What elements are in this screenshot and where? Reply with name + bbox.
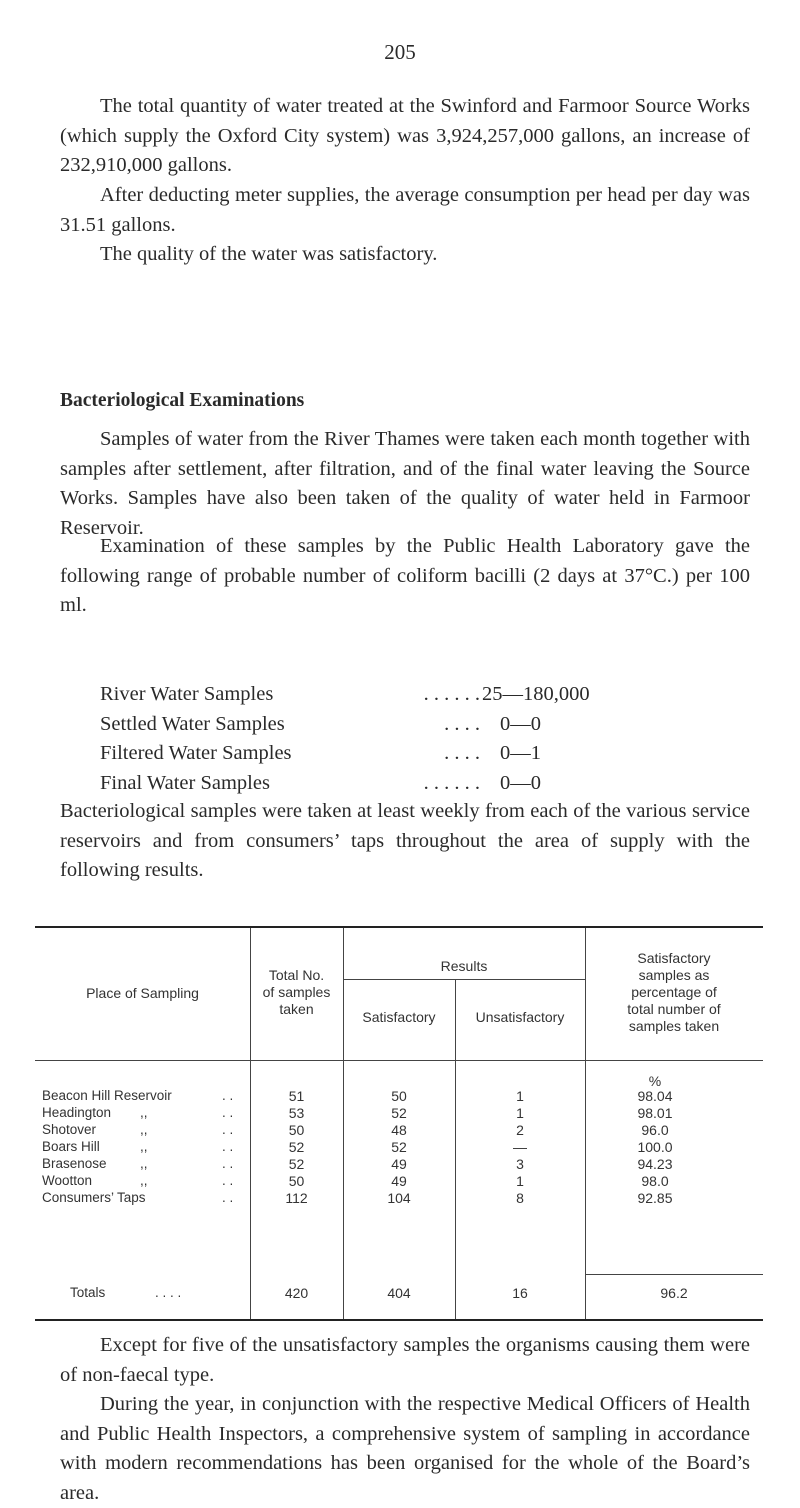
- row-unsatisfactory: 3: [516, 1156, 524, 1172]
- intro-paragraph-2: After deducting meter supplies, the average consumption per head per day was 31.51 gallons.: [60, 184, 750, 236]
- row-percentage: 100.0: [637, 1139, 673, 1155]
- header-percentage-line: total number of: [627, 1001, 721, 1017]
- row-ditto: ,,: [140, 1173, 148, 1188]
- header-place: Place of Sampling: [86, 985, 199, 1001]
- row-total: 51: [288, 1088, 305, 1104]
- totals-leader: . . . .: [155, 1285, 182, 1300]
- closing-paragraph-1: Except for five of the unsatisfactory samples the organisms causing them were of non-faecal type.: [60, 1334, 750, 1386]
- row-leader: . .: [222, 1088, 234, 1103]
- row-leader: . .: [222, 1156, 234, 1171]
- row-percentage: 98.04: [637, 1088, 673, 1104]
- range-label: Settled Water Samples: [100, 712, 285, 735]
- row-total: 52: [288, 1139, 305, 1155]
- row-unsatisfactory: 1: [516, 1173, 524, 1189]
- row-satisfactory: 48: [391, 1122, 407, 1138]
- header-rule: [250, 1060, 763, 1061]
- dot-leader: . . . .: [444, 712, 480, 735]
- row-unsatisfactory: 1: [516, 1088, 524, 1104]
- range-value: 0—0: [500, 771, 541, 794]
- row-total: 50: [288, 1122, 305, 1138]
- range-label: Final Water Samples: [100, 771, 270, 794]
- row-total: 50: [288, 1173, 305, 1189]
- range-row: [100, 769, 700, 799]
- header-total-line: of samples: [262, 984, 331, 1000]
- row-satisfactory: 52: [391, 1139, 407, 1155]
- row-unsatisfactory: 1: [516, 1105, 524, 1121]
- intro-paragraph-1: The total quantity of water treated at the Swinford and Farmoor Source Works (which supply the Oxford City system) was 3,924,257,000 gallons, an increase of 232,910,000 gallons.: [60, 95, 750, 176]
- row-leader: . .: [222, 1139, 234, 1154]
- page-number: 205: [384, 40, 416, 64]
- dot-leader: . . . .: [444, 742, 480, 764]
- row-ditto: ,,: [140, 1156, 148, 1171]
- row-leader: . .: [222, 1105, 234, 1120]
- row-leader: . .: [222, 1173, 234, 1188]
- section-heading: Bacteriological Examinations: [60, 390, 305, 411]
- row-place: Beacon Hill Reservoir: [42, 1088, 172, 1103]
- totals-total: 420: [284, 1285, 309, 1301]
- row-ditto: ,,: [140, 1105, 148, 1120]
- section-paragraph-1: Samples of water from the River Thames were taken each month together with samples after settlement, after filtration, and of the final water leaving the Source Works. Samples have also been taken of the quality of water held in Farmoor Reservoir.: [60, 428, 750, 539]
- row-unsatisfactory: —: [513, 1139, 527, 1155]
- intro-paragraph-3: The quality of the water was satisfactory.: [100, 243, 438, 265]
- header-percentage-line: Satisfactory: [637, 950, 711, 966]
- row-satisfactory: 104: [387, 1190, 411, 1206]
- row-place: Brasenose: [42, 1156, 107, 1171]
- row-leader: . .: [222, 1122, 234, 1137]
- row-percentage: 94.23: [637, 1156, 673, 1172]
- header-rule: [35, 1060, 250, 1061]
- row-unsatisfactory: 2: [516, 1122, 524, 1138]
- header-percentage-line: percentage of: [631, 984, 717, 1000]
- range-value: 0—1: [500, 742, 541, 764]
- totals-label: Totals: [70, 1285, 106, 1300]
- dot-leader: . . . . . .: [423, 683, 480, 705]
- range-label: River Water Samples: [100, 683, 274, 705]
- row-place: Wootton: [42, 1173, 93, 1188]
- closing-paragraph-2: During the year, in conjunction with the respective Medical Officers of Health and Public Health Inspectors, a comprehensive system of sampling in accordance with modern recommendations has been organised for the whole of the Board’s area.: [60, 1393, 750, 1504]
- header-percentage-line: samples as: [638, 967, 710, 983]
- totals-percentage: 96.2: [660, 1285, 688, 1301]
- coliform-range-list: [100, 680, 700, 798]
- row-total: 52: [288, 1156, 305, 1172]
- row-total: 53: [288, 1105, 305, 1121]
- range-row: [100, 680, 700, 710]
- row-percentage: 92.85: [637, 1190, 673, 1206]
- row-satisfactory: 49: [391, 1173, 407, 1189]
- row-place: Headington: [42, 1105, 112, 1120]
- row-place: Shotover: [42, 1122, 97, 1137]
- row-place: Consumers’ Taps: [42, 1190, 146, 1205]
- row-satisfactory: 52: [391, 1105, 407, 1121]
- section-paragraph-3: Bacteriological samples were taken at least weekly from each of the various service reservoirs and from consumers’ taps throughout the area of supply with the following results.: [60, 800, 750, 881]
- header-satisfactory: Satisfactory: [362, 1009, 436, 1025]
- row-unsatisfactory: 8: [516, 1190, 524, 1206]
- header-percentage-line: samples taken: [628, 1018, 720, 1034]
- table-bottom-rule: [35, 1319, 763, 1321]
- range-value: 0—0: [500, 712, 541, 735]
- table-top-rule: [35, 926, 763, 928]
- header-total-line: Total No.: [268, 967, 325, 983]
- percent-sign: %: [648, 1073, 662, 1089]
- range-row: [100, 739, 700, 769]
- row-percentage: 98.0: [641, 1173, 669, 1189]
- row-total: 112: [285, 1190, 308, 1206]
- totals-unsatisfactory: 16: [512, 1285, 528, 1301]
- row-satisfactory: 49: [391, 1156, 407, 1172]
- results-subheader-rule: [343, 979, 585, 980]
- range-label: Filtered Water Samples: [100, 742, 292, 764]
- dot-leader: . . . . . .: [423, 771, 480, 794]
- range-value: 25—180,000: [482, 683, 590, 705]
- header-total-line: taken: [279, 1001, 314, 1017]
- row-percentage: 96.0: [641, 1122, 669, 1138]
- totals-rule: [585, 1274, 763, 1275]
- header-unsatisfactory: Unsatisfactory: [475, 1009, 565, 1025]
- range-row: [100, 710, 700, 740]
- row-percentage: 98.01: [637, 1105, 673, 1121]
- row-leader: . .: [222, 1190, 234, 1205]
- totals-satisfactory: 404: [387, 1285, 411, 1301]
- row-ditto: ,,: [140, 1139, 148, 1154]
- row-ditto: ,,: [140, 1122, 148, 1137]
- header-results: Results: [440, 958, 488, 974]
- section-paragraph-2: Examination of these samples by the Public Health Laboratory gave the following range of probable number of coliform bacilli (2 days at 37°C.) per 100 ml.: [60, 535, 750, 616]
- row-place: Boars Hill: [42, 1139, 100, 1154]
- row-satisfactory: 50: [391, 1088, 407, 1104]
